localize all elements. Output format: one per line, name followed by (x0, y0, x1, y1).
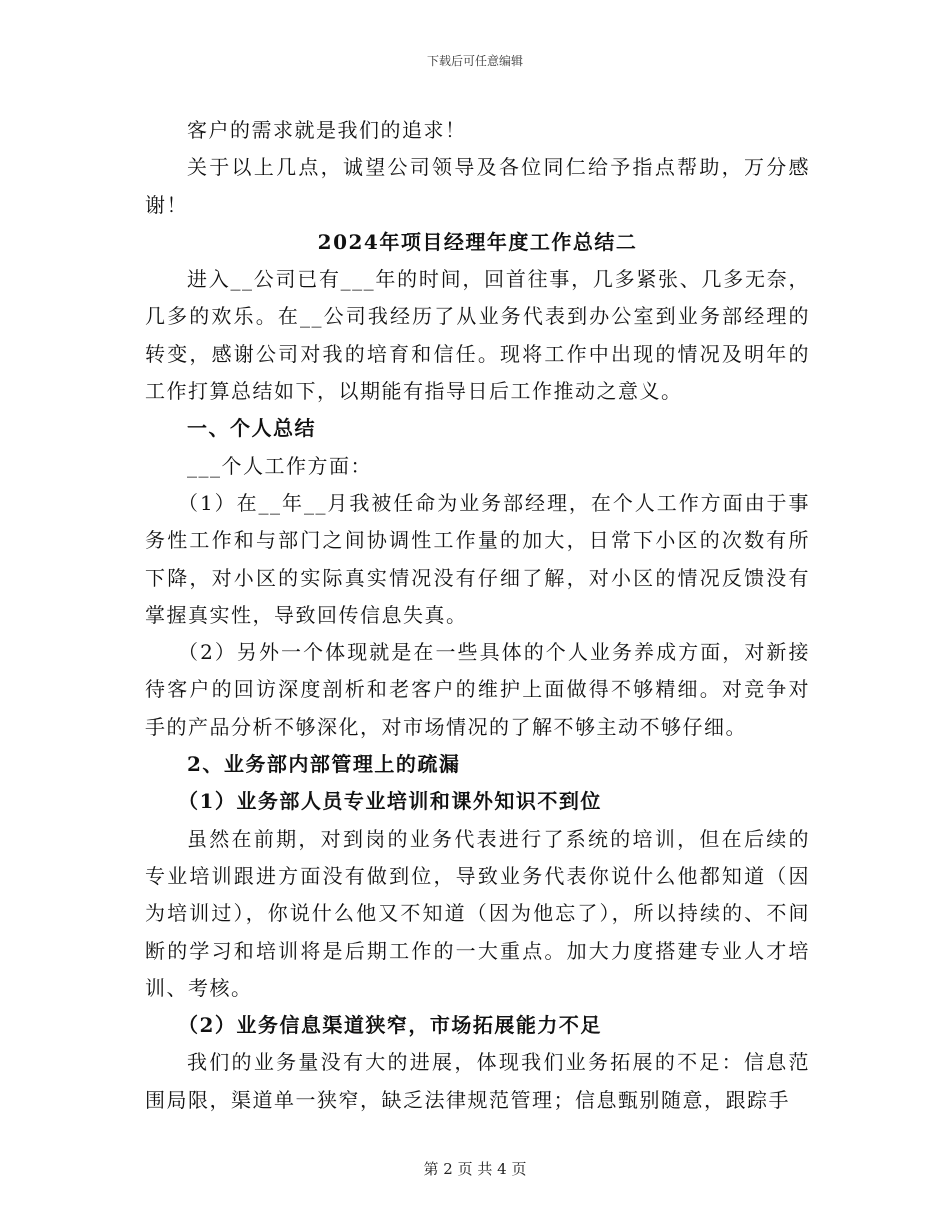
paragraph-intro: 进入__公司已有___年的时间，回首往事，几多紧张、几多无奈，几多的欢乐。在__公司我经历了从业务代表到办公室到业务部经理的转变，感谢公司对我的培育和信任。现将工作中出现的情况及明年的工作打算总结如下，以期能有指导日后工作推动之意义。 (145, 267, 810, 404)
heading-training: （1）业务部人员专业培训和课外知识不到位 (178, 789, 602, 814)
paragraph-channels: 我们的业务量没有大的进展，体现我们业务拓展的不足：信息范围局限，渠道单一狭窄，缺乏法律规范管理；信息甄别随意，跟踪手 (145, 1050, 810, 1112)
heading-internal-management: 2、业务部内部管理上的疏漏 (187, 752, 461, 777)
paragraph-item-1: （1）在__年__月我被任命为业务部经理，在个人工作方面由于事务性工作和与部门之间协调性工作量的加大，日常下小区的次数有所下降，对小区的实际真实情况没有仔细了解，对小区的情况反馈没有掌握真实性，导致回传信息失真。 (145, 490, 810, 627)
paragraph-item-2: （2）另外一个体现就是在一些具体的个人业务养成方面，对新接待客户的回访深度剖析和老客户的维护上面做得不够精细。对竞争对手的产品分析不够深化，对市场情况的了解不够主动不够仔细。 (145, 640, 810, 739)
document-title: 2024年项目经理年度工作总结二 (317, 229, 638, 254)
page-number: 第 2 页 共 4 页 (423, 1160, 527, 1178)
paragraph-personal-work: ___个人工作方面： (187, 453, 372, 478)
paragraph-training: 虽然在前期，对到岗的业务代表进行了系统的培训，但在后续的专业培训跟进方面没有做到位，导致业务代表你说什么他都知道（因为培训过），你说什么他又不知道（因为他忘了），所以持续的、不间断的学习和培训将是后期工作的一大重点。加大力度搭建专业人才培训、考核。 (145, 826, 810, 1000)
header-note: 下载后可任意编辑 (426, 54, 523, 68)
paragraph-thanks: 关于以上几点，诚望公司领导及各位同仁给予指点帮助，万分感谢！ (145, 155, 810, 217)
document-body (145, 112, 810, 1119)
paragraph-customer-needs: 客户的需求就是我们的追求！ (187, 118, 467, 142)
heading-channels: （2）业务信息渠道狭窄，市场拓展能力不足 (178, 1013, 602, 1038)
heading-personal-summary: 一、个人总结 (187, 416, 316, 441)
